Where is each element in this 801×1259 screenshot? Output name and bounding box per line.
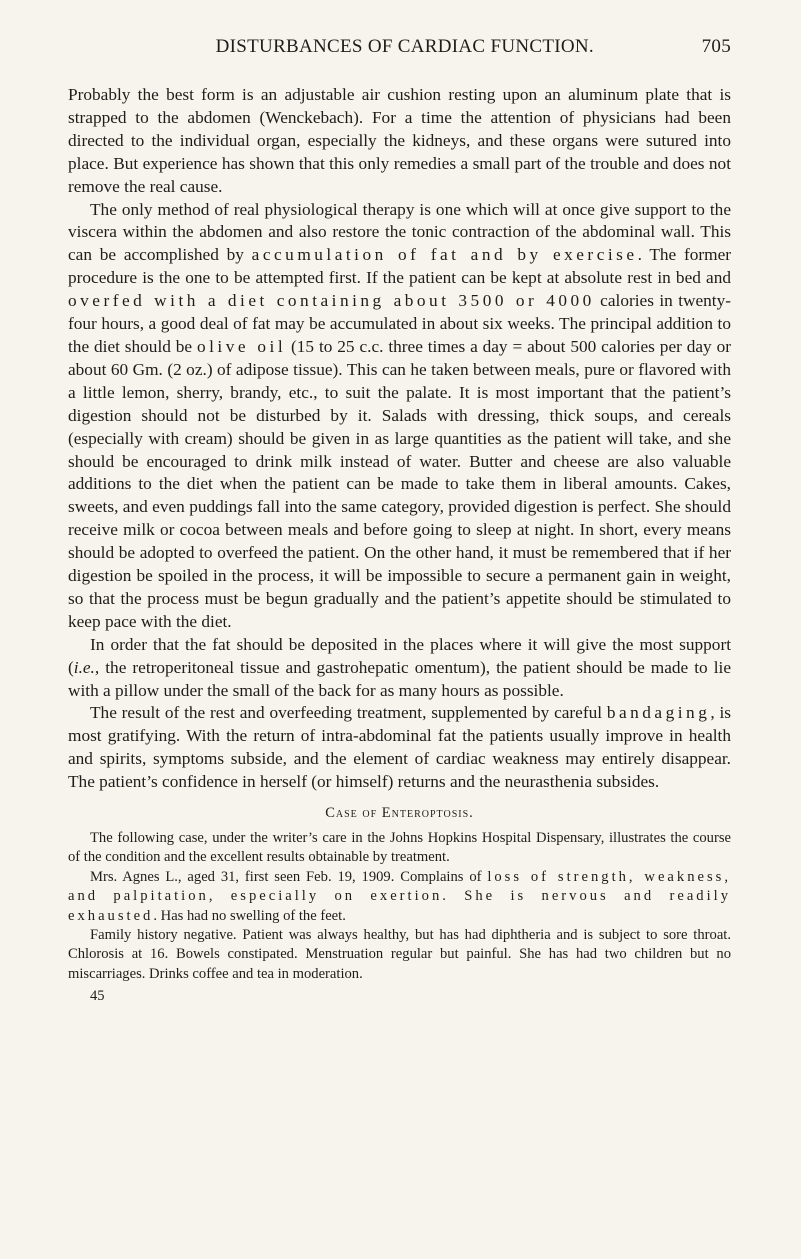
paragraph-1: Probably the best form is an adjustable air cushion resting upon an aluminum plate that is strapped to the abdomen (Wenckebach). For a time the attention of physicians had been directed to the individual organ, especially the kidneys, and these organs were sutured into place. But experience has shown that this only remedies a small part of the trouble and does not remove the real cause. — [68, 85, 731, 196]
case-paragraph-2: Mrs. Agnes L., aged 31, first seen Feb. 19, 1909. Complains of loss of strength, weakness, and palpitation, especially on exertion. She is nervous and readily exhausted. Has had no swelling of the feet. — [68, 868, 731, 924]
section-heading: Case of Enteroptosis. — [325, 805, 474, 822]
running-head — [68, 36, 731, 58]
running-title: DISTURBANCES OF CARDIAC FUNCTION. — [215, 36, 594, 57]
paragraph-3: In order that the fat should be deposited in the places where it will give the most support (i.e., the retroperitoneal tissue and gastrohepatic omentum), the patient should be made to lie with a pillow under the small of the back for as many hours as possible. — [68, 634, 731, 700]
page-number: 705 — [701, 36, 731, 57]
case-paragraph-3: Family history negative. Patient was always healthy, but has had diphtheria and is subject to sore throat. Chlorosis at 16. Bowels constipated. Menstruation regular but painful. She has had two children but no miscarriages. Drinks coffee and tea in moderation. — [68, 927, 731, 982]
signature-mark: 45 — [90, 988, 105, 1005]
spaced-emphasis: accumulation of fat and by exercise — [251, 245, 638, 265]
spaced-emphasis: olive oil — [196, 336, 287, 356]
paragraph-2: The only method of real physiological therapy is one which will at once give support to the viscera within the abdomen and also restore the tonic contraction of the abdominal wall. This can be accomplished by accumulation of fat and by exercise. The former procedure is the one to be attempted first. If the patient can be kept at absolute rest in bed and overfed with a diet containing about 3500 or 4000 calories in twenty-four hours, a good deal of fat may be accumulated in about six weeks. The principal addition to the diet should be olive oil (15 to 25 c.c. three times a day = about 500 calories per day or about 60 Gm. (2 oz.) of adipose tissue). This can he taken between meals, pure or flavored with a little lemon, sherry, brandy, etc., to suit the palate. It is most important that the patient’s digestion should not be disturbed by it. Salads with dressing, thick soups, and cereals (especially with cream) should be given in as large quantities as the patient will take, and she should be encouraged to drink milk instead of water. Butter and cheese are also valuable additions to the diet when the patient can be made to take them in liberal amounts. Cakes, sweets, and even puddings fall into the same category, provided digestion is perfect. She should receive milk or cocoa between meals and before going to sleep at night. In short, every means should be adopted to overfeed the patient. On the other hand, it must be remembered that if her digestion be spoiled in the process, it will be impossible to secure a permanent gain in weight, so that the process must be begun gradually and the patient’s appetite should be stimulated to keep pace with the diet. — [68, 199, 731, 631]
spaced-emphasis: overfed with a diet containing about 3500 or 4000 — [68, 291, 595, 311]
spaced-emphasis: bandaging — [606, 703, 711, 723]
case-paragraph-1: The following case, under the writer’s care in the Johns Hopkins Hospital Dispensary, illustrates the course of the condition and the excellent results obtainable by treatment. — [68, 830, 731, 866]
paragraph-4: The result of the rest and overfeeding treatment, supplemented by careful bandaging, is most gratifying. With the return of intra-abdominal fat the patients usually improve in health and spirits, symptoms subside, and the element of cardiac weakness may entirely disappear. The patient’s confidence in herself (or himself) returns and the neurasthenia subsides. — [68, 703, 731, 792]
case-report — [68, 829, 731, 984]
spaced-emphasis: loss of strength, weakness, and palpitation, especially on exertion. She is nervous and readily exhausted — [68, 868, 731, 924]
main-text — [68, 84, 731, 1008]
